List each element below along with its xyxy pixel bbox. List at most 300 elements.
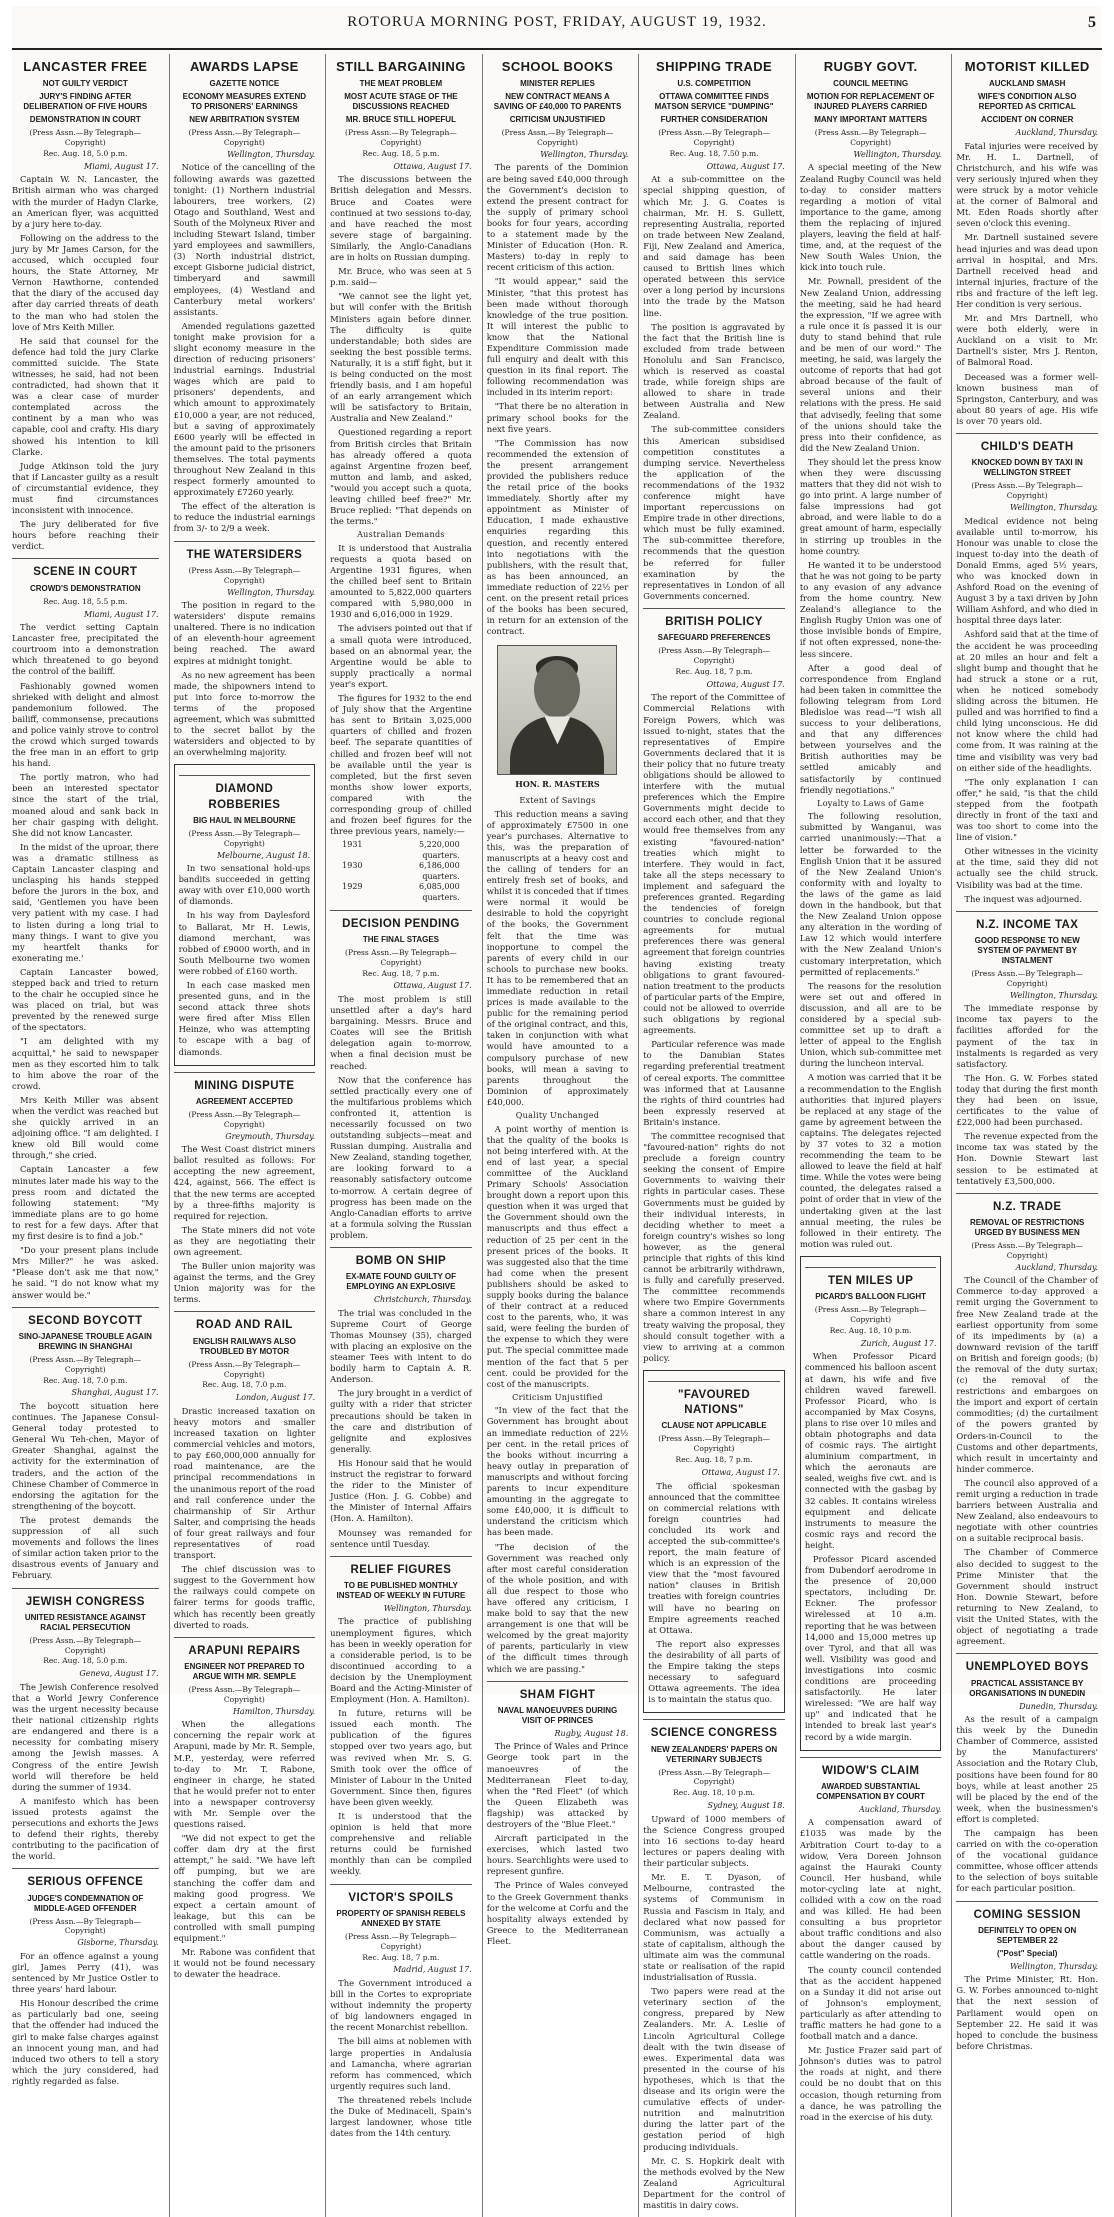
paragraph: Professor Picard ascended from Dubendorf aerodrome in the presence of 20,000 spectators, including Dr. Eckner. The professor wirelessed at 10 a.m. reporting that he was between 14,000 and 15,000 metres up over Tyrol, and that all was well. Visibility was good and investigations into cosmic conditions are proceeding satisfactorily. He later wirelessed: "We are half way up" and indicated that he intended to break last year's record by a wide margin. (804, 1554, 937, 1742)
received-time: Rec. Aug. 18, 7.50 p.m. (669, 148, 759, 158)
paragraph: The position in regard to the watersiders' dispute remains unaltered. There is no indication of an eleventh-hour agreement being reached. The award expires at midnight tonight. (173, 600, 316, 666)
paragraph: In the midst of the uproar, there was a dramatic stillness as Captain Lancaster clasping and unclasping his hands stepped before the jurors in the box, and said, 'Gentlemen you have been very patient with my case. I had to listen during a long trial to many things. I want to give you my heartfelt thanks for exonerating me.' (12, 841, 159, 963)
page-number: 5 (1088, 14, 1096, 31)
article (12, 1868, 159, 2087)
dateline: Miami, August 17. (84, 609, 159, 619)
paragraph: "That there be no alteration in primary school books for the next five years. (486, 401, 629, 434)
article-deck: NAVAL MANOEUVRES DURING VISIT OF PRINCES (497, 1705, 618, 1725)
article (174, 1072, 316, 1306)
article-deck: ACCIDENT ON CORNER (980, 115, 1074, 125)
article (487, 58, 629, 1675)
dateline: Wellington, Thursday. (383, 1603, 472, 1613)
column-4 (482, 54, 633, 2217)
dateline: Greymouth, Thursday. (225, 1131, 316, 1141)
dateline: Miami, August 17. (84, 161, 159, 171)
paragraph: His Honour said that he would instruct the registrar to forward the rider to the Minister of Justice (Hon. J. G. Cobbe) and the Minister of Internal Affairs (Hon. A. Hamilton). (330, 1457, 472, 1524)
dateline: Madrid, August 17. (393, 1965, 472, 1975)
article (643, 1370, 785, 1713)
paragraph: Other witnesses in the vicinity at the time, said they did not actually see the child struck. Visibility was bad at the time. (956, 846, 1098, 890)
dateline: Ottawa, August 17. (393, 981, 472, 991)
portrait-head (534, 660, 580, 718)
subheading: Loyalty to Laws of Game (817, 798, 925, 808)
paragraph: "The only explanation I can offer," he said, "is that the child stepped from the footpath directly in front of the taxi and was too short to come into the line of vision." (956, 776, 1098, 843)
article-deck: THE FINAL STAGES (362, 934, 439, 944)
column-2 (169, 54, 320, 2217)
article-deck: CRITICISM UNJUSTIFIED (509, 115, 606, 125)
paragraph: The following resolution, submitted by Wanganui, was carried unanimously:—That a letter be forwarded to the English Union that it be assured of the New Zealand Union's conformity with and loyalty to the laws of the game as laid down in the handbook, but that the New Zealand Union oppose any alteration in the wording of Law 12 which would interfere with the New Zealand Union's customary interpretation, which permitted of replacements." (799, 811, 942, 977)
dateline: Wellington, Thursday. (853, 149, 942, 159)
dateline: Ottawa, August 17. (706, 161, 785, 171)
column-7 (951, 54, 1102, 2217)
dateline: Zurich, August 17. (860, 1338, 937, 1348)
paragraph: Particular reference was made to the Danubian States regarding preferential treatment of cereal exports. The committee was informed that at Lausanne the rights of third countries had been expressly reserved at Britain's instance. (643, 1039, 785, 1127)
paragraph: Questioned regarding a report from British circles that Britain has already offered a quota against Argentine frozen beef, mutton and lamb, and asked, "would you accept such a quota, leaving chilled beef free?" Mr. Bruce replied: "That depends on the terms." (330, 427, 472, 527)
article (12, 558, 159, 1300)
paragraph: The Jewish Conference resolved that a World Jewry Conference was the urgent necessity because their national citizenship rights are endangered and there is a necessity for combating misery among the Jewish masses. A Congress of the entire Jewish world will therefore be held during the summer of 1934. (12, 1681, 159, 1792)
paragraph: The practice of publishing unemployment figures, which has been in weekly operation for a considerable period, is to be discontinued according to a decision by the Unemployment Board and the Acting-Minister of Employment (Hon. A. Hamilton). (330, 1616, 472, 1705)
paragraph: Mrs Keith Miller was absent when the verdict was reached but she quickly arrived in an adjoining office. "I am delighted. I knew old Bill would come through," she cried. (12, 1094, 159, 1161)
paragraph: The Buller union majority was against the terms, and the Grey Union majority was for the terms. (173, 1261, 316, 1305)
article-deck: AGREEMENT ACCEPTED (195, 1096, 293, 1106)
press-credit: (Press Assn.—By Telegraph—Copyright) (29, 1635, 142, 1655)
paragraph: Notice of the cancelling of the following awards was gazetted tonight: (1) Northern industrial labourers, tree workers, (2) Otago and Southland, West and South of the Molyneux River and including Stewart Island, timber yard employees and sawmillers, (3) North industrial district, except Gisborne judicial district, timberyard and sawmill employees, (4) Westland and Canterbury metal workers' assistants. (173, 162, 316, 317)
article-deck: CLAUSE NOT APPLICABLE (661, 1421, 767, 1431)
press-credit: (Press Assn.—By Telegraph—Copyright) (188, 128, 301, 148)
article-deck: SAFEGUARD PREFERENCES (657, 633, 771, 643)
press-credit: (Press Assn.—By Telegraph—Copyright) (658, 1434, 770, 1454)
paragraph: The position is aggravated by the fact that the British line is excluded from trade between Honolulu and San Francisco, which is reserved as coastal trade, while foreign ships are allowed to share in trade between Australia and New Zealand. (643, 321, 785, 421)
paragraph: At a sub-committee on the special shipping question, of which Mr. J. G. Coates is chairman, Mr. H. S. Gullett, representing Australia, reported on trade between New Zealand, Fiji, New Zealand and America, and said damage has been caused to British lines which operated between this service over a long period by incursions into the trade by the Matson line. (643, 174, 785, 318)
press-credit: (Press Assn.—By Telegraph—Copyright) (345, 1931, 457, 1951)
article-deck: SINO-JAPANESE TROUBLE AGAIN BREWING IN SHANGHAI (18, 1331, 152, 1351)
dateline: Christchurch, Thursday. (373, 1295, 472, 1305)
paragraph: He said that counsel for the defence had told the jury Clarke committed suicide. The State witnesses, he said, had not been contradicted, had shown that it was a clear case of murder contemplated across the continent by a man who was capable, cool and crafty. His diary showed his intention to kill Clarke. (12, 335, 159, 457)
paragraph: Captain Lancaster a few minutes later made his way to the press room and dictated the following statement: "My immediate plans are to go home to rest for a few days. After that my first desire is to find a job." (12, 1164, 159, 1242)
article-deck: REMOVAL OF RESTRICTIONS URGED BY BUSINESS MEN (970, 1217, 1085, 1237)
paragraph: The portly matron, who had been an interested spectator since the start of the trial, moaned aloud and sank back in her chair gasping with delight. She did not know Lancaster. (12, 772, 159, 838)
press-credit: (Press Assn.—By Telegraph—Copyright) (971, 1240, 1084, 1260)
dateline: Wellington, Thursday. (1010, 1961, 1098, 1971)
article (800, 1256, 942, 1751)
article-headline: AWARDS LAPSE (189, 59, 299, 74)
article-deck: MANY IMPORTANT MATTERS (814, 115, 928, 125)
paragraph: When Professor Picard commenced his balloon ascent at dawn, his wife and five children waved farewell. Professor Picard, who is accompanied by Max Cosyns, plans to rise over 10 miles and obtain photographs and data of cosmic rays. The airtight aluminium compartment, in which the aeronauts are sealed, weighs five cwt. and is connected with the gasbag by 32 cables. It contains wireless equipment and delicate instruments to measure the cosmic rays and record the height. (804, 1351, 937, 1550)
paragraph: "The Commission has now recommended the extension of the present arrangement provided the publishers reduce the retail price of the books immediately. Shortly after my appointment as Minister of Education, I made exhaustive enquiries regarding this question, and recently entered into negotiations with the publishers, with the result that, as has been announced, an immediate reduction of 22½ per cent. on the present retail prices of the books has been secured, in return for an extension of the contract. (486, 437, 629, 637)
paragraph: The figures for 1932 to the end of July show that the Argentine has sent to Britain 3,025,000 quarters of chilled and frozen beef. The separate quantities of chilled and frozen beef will not be available until the year is completed, but the first seven months show lower exports, compared with the corresponding group of chilled and frozen beef figures for the three previous years, namely:— (330, 693, 472, 837)
paragraph: The jury deliberated for five hours before reaching their verdict. (12, 519, 159, 552)
article (174, 764, 316, 1065)
paragraph: Aircraft participated in the exercises, which lasted two hours. Searchlights were used to represent gunfire. (486, 1833, 629, 1877)
article (174, 1311, 316, 1630)
article-deck: UNITED RESISTANCE AGAINST RACIAL PERSECUTION (24, 1612, 146, 1632)
paragraph: The reasons for the resolution were set out and offered in discussion, and all are to be considered by a special sub-committee set up to draft a letter of appeal to the English Union, which sub-committee met during the luncheon interval. (799, 980, 942, 1069)
figures-value: 6,085,000 quarters. (418, 882, 460, 902)
received-time: Rec. Aug. 18, 10 p.m. (673, 1788, 755, 1798)
paragraph: Mr. Justice Frazer said part of Johnson's duties was to patrol the roads at night, and there could be no doubt that on this occasion, though returning from a dance, he was patrolling the road in the exercise of his duty. (799, 2045, 942, 2122)
press-credit: (Press Assn.—By Telegraph—Copyright) (188, 565, 301, 585)
article-headline: LANCASTER FREE (23, 59, 148, 74)
paragraph: The Council of the Chamber of Commerce to-day approved a remit urging the Government to free New Zealand trade at the earliest opportunity from some of its impediments by (a) a downward revision of the tariff on British and foreign goods; (b) the removal of the duty surtax; (c) the removal of the restrictions and embargoes on the import and export of certain commodities; (d) the curtailment of the powers granted by Orders-in-Council to the Customs and other departments, which result in uncertainty and hinder commerce. (956, 1275, 1098, 1474)
paragraph: "It would appear," said the Minister, "that this protest has been made without thorough knowledge of the true position. It will interest the public to know that the National Expenditure Commission made full enquiry and dealt with this question in its final report. The following recommendation was included in its interim report: (486, 276, 629, 398)
column-5 (638, 54, 789, 2217)
dateline: Geneva, August 17. (79, 1669, 159, 1679)
article-deck: ECONOMY MEASURES EXTEND TO PRISONERS' EARNINGS (182, 92, 307, 112)
masthead (12, 6, 1102, 50)
press-credit: (Press Assn.—By Telegraph—Copyright) (345, 128, 457, 148)
article (12, 58, 159, 552)
received-time: Rec. Aug. 18, 5 p.m. (362, 148, 440, 158)
article-deck: DEFINITELY TO OPEN ON SEPTEMBER 22 (978, 1925, 1077, 1945)
received-time: Rec. Aug. 18, 7 p.m. (675, 1455, 753, 1465)
subheading: Quality Unchanged (515, 1111, 600, 1121)
paragraph: The bill aims at noblemen with large properties in Andalusia and Lamancha, where agrarian reform has commenced, which urgently requires such land. (330, 2036, 472, 2091)
figures-table (342, 840, 460, 903)
paragraph: As the result of a campaign this week by the Dunedin Chamber of Commerce, assisted by the Manufacturers' Association and the Rotary Club, positions have been found for 80 boys, while at least another 25 will be placed by the end of the week, when the businessmen's effort is completed. (956, 1714, 1098, 1824)
paragraph: The Government introduced a bill in the Cortes to expropriate without indemnity the property of big landowners engaged in the recent Monarchist rebellion. (330, 1977, 472, 2033)
paragraph: The Chamber of Commerce also decided to suggest to the Prime Minister that the Government should instruct Hon. Downie Stewart, before returning to New Zealand, to visit the United States, with the object of negotiating a trade agreement. (956, 1547, 1098, 1647)
paragraph: A manifesto which has been issued protests against the persecutions and exhorts the Jews to defend their rights, thereby contributing to the pacification of the world. (12, 1795, 159, 1862)
received-time: Rec. Aug. 18, 7 p.m. (362, 968, 440, 978)
received-time: Rec. Aug. 18, 5.0 p.m. (43, 148, 128, 158)
article-deck: NEW ZEALANDERS' PAPERS ON VETERINARY SUBJECTS (650, 1744, 778, 1764)
paragraph: The council also approved of a remit urging a reduction in trade barriers between Australia and New Zealand, also endeavours to negotiate with other countries on a suitable reciprocal basis. (956, 1477, 1098, 1544)
dateline: Sydney, August 18. (707, 1801, 785, 1811)
article-headline: SCHOOL BOOKS (501, 59, 614, 74)
article-deck: WIFE'S CONDITION ALSO REPORTED AS CRITICAL (977, 92, 1077, 112)
paragraph: The Hon. G. W. Forbes stated today that during the first month they had been on issue, certificates to the value of £22,000 had been purchased. (956, 1072, 1098, 1128)
press-credit: (Press Assn.—By Telegraph—Copyright) (658, 1767, 770, 1787)
figures-value: 6,186,000 quarters. (418, 861, 460, 881)
paragraph: The State miners did not vote as they are negotiating their own agreement. (173, 1224, 316, 1257)
paragraph: Captain Lancaster bowed, stepped back and tried to return to the chair he occupied since he was placed on trial, but was prevented by the renewed surge of the spectators. (12, 966, 159, 1033)
article-headline: WIDOW'S CLAIM (800, 1757, 942, 1779)
article-deck: NOT GUILTY VERDICT (42, 79, 128, 89)
paragraph: The report also expresses the desirability of all parts of the Empire taking the steps necessary to safeguard Ottawa agreements. The idea is to maintain the status quo. (648, 1638, 780, 1705)
article-deck: NEW ARBITRATION SYSTEM (189, 115, 300, 125)
article-deck: ("Post" Special) (996, 1948, 1058, 1958)
paragraph: A special meeting of the New Zealand Rugby Council was held to-day to consider matters regarding a motion of vital importance to the game, among them the replacing of injured players, leaving the field at half-time, and, at the request of the New South Wales Union, the kick into touch rule. (799, 162, 942, 273)
article-headline: SERIOUS OFFENCE (12, 1868, 159, 1890)
article-headline: SCIENCE CONGRESS (643, 1719, 785, 1741)
article (12, 1307, 159, 1582)
dateline: Wellington, Thursday. (540, 149, 629, 159)
photo-caption: HON. R. MASTERS (515, 779, 600, 790)
article-deck: TO BE PUBLISHED MONTHLY INSTEAD OF WEEKLY IN FUTURE (336, 1580, 466, 1600)
article-deck: PICARD'S BALLOON FLIGHT (815, 1292, 927, 1302)
paragraph: Mr. E. T. Dyason, of Melbourne, contrasted the systems of Communism in Russia and Fascism in Italy, and declared what now passed for Communism, was actually a state of capitalism, although the ultimate aim was the communal state or realisation of the rapid industrialisation of Russia. (643, 1872, 785, 1983)
article-headline: BOMB ON SHIP (330, 1247, 472, 1269)
received-time: Rec. Aug. 18, 5.5 p.m. (43, 596, 128, 606)
article (643, 58, 785, 602)
paragraph: Mr. C. S. Hopkirk dealt with the methods evolved by the New Zealand Agricultural Department for the control of mastitis in dairy cows. (643, 2155, 785, 2210)
newspaper-page (12, 6, 1102, 2210)
article-headline: N.Z. TRADE (956, 1193, 1098, 1215)
paragraph: "In view of the fact that the Government has brought about an immediate reduction of 22½ per cent. in the retail prices of the books without incurring a heavy outlay in preparation of manuscripts and without forcing parents to incur expenditure amounting in the aggregate to some £40,000, it is difficult to understand the criticism which has been made. (486, 1405, 629, 1538)
article-headline: ROAD AND RAIL (174, 1311, 316, 1333)
article-deck: CROWD'S DEMONSTRATION (29, 583, 141, 593)
article (800, 1757, 942, 2123)
article (956, 1193, 1098, 1648)
article (956, 1901, 1098, 2052)
article-headline: MOTORIST KILLED (964, 59, 1090, 74)
article (956, 911, 1098, 1187)
press-credit: (Press Assn.—By Telegraph—Copyright) (188, 1684, 301, 1704)
article-deck: KNOCKED DOWN BY TAXI IN WELLINGTON STREET (971, 458, 1083, 478)
article-headline: SHAM FIGHT (487, 1681, 629, 1703)
paragraph: The sub-committee considers this American subsidised competition constitutes a dumping service. Nevertheless the application of the recommendations of the 1932 conference might have important repercussions on Empire trade in other directions, which must be fully examined. The sub-committee therefore, recommends that the question be referred for fuller examination by the representatives in London of all Governments concerned. (643, 424, 785, 601)
paragraph: After a good deal of correspondence from England had been taken in committee the following telegram from Lord Bledisloe was read—"I wish all success to your deliberations, and that any differences between yourselves and the British authorities may be settled amicably and satisfactorily by continued friendly negotiations." (799, 662, 942, 795)
paragraph: Judge Atkinson told the jury that if Lancaster guilty as a result of circumstantial evidence, they must find circumstances inconsistent with innocence. (12, 460, 159, 516)
dateline: Shanghai, August 17. (71, 1388, 159, 1398)
article-deck: AUCKLAND SMASH (988, 79, 1066, 89)
article-headline: N.Z. INCOME TAX (956, 911, 1098, 933)
paragraph: This reduction means a saving of approximately £7500 in one year's purchases. Alternative to this, was the preparation of manuscripts at a heavy cost and the calling of tenders for an entirely fresh set of books, and whilst it is conceded that if times were normal it would be desirable to hold the copyright of the books, the Government felt that the time was inopportune to compel the parents of every child in our schools to purchase new books. It has to be remembered that an immediate reduction in retail prices is made available to the public for the remaining period of the original contract, and this, taken in conjunction with what would have amounted to a compulsory purchase of new books, will mean a saving to parents throughout the Dominion of approximately £40,000. (486, 808, 629, 1107)
column-6 (795, 54, 946, 2217)
article (643, 608, 785, 1364)
article-deck: ENGINEER NOT PREPARED TO ARGUE WITH MR. SEMPLE (184, 1661, 305, 1681)
press-credit: (Press Assn.—By Telegraph—Copyright) (971, 481, 1084, 501)
paragraph: Upward of 1000 members of the Science Congress grouped into 16 sections to-day heard lectures or papers dealing with their particular subjects. (643, 1813, 785, 1869)
press-credit: (Press Assn.—By Telegraph—Copyright) (501, 128, 614, 148)
column-1 (12, 54, 163, 2217)
article-headline: ARAPUNI REPAIRS (174, 1637, 316, 1659)
paragraph: The report of the Committee of Commercial Relations with Foreign Powers, which was issued to-night, states that the representatives of Empire Governments declared that it is their policy that no future treaty obligations should be allowed to interfere with the mutual preferences which the Empire Governments might decide to accord each other, and that they would free themselves from any existing "favoured-nation" treaties which might to interfere. They would in fact, take all the steps necessary to implement and safeguard the preferences granted. Regarding the tendencies of foreign countries to conclude regional agreements for mutual preferences there was general agreement that foreign countries having existing treaty obligations to grant favoured-nation treatment to the products of particular parts of the Empire, could not be allowed to override such obligations by regional agreements. (643, 692, 785, 1036)
paragraph: The advisers pointed out that if a small quota were introduced, based on an abnormal year, the Argentine would be able to supply practically a normal year's export. (330, 623, 472, 689)
masthead-title: ROTORUA MORNING POST, FRIDAY, AUGUST 19, 1932. (347, 14, 767, 30)
article-headline: SHIPPING TRADE (656, 59, 773, 74)
paragraph: Fashionably gowned women shrieked with delight and almost pandemonium followed. The bailiff, commonsense, precautions and police vainly strove to control the crowd which surged towards the free man in an effort to grip his hand. (12, 680, 159, 769)
paragraph: Mr. and Mrs Dartnell, who were both elderly, were in Auckland on a visit to Mr. Dartnell's sister, Mrs J. Renton, of Balmoral Road. (956, 313, 1098, 368)
article-deck: BIG HAUL IN MELBOURNE (193, 815, 296, 825)
paragraph: In two sensational hold-ups bandits succeeded in getting away with over £10,000 worth of diamonds. (178, 863, 311, 907)
article-deck: MOST ACUTE STAGE OF THE DISCUSSIONS REACHED (344, 92, 458, 112)
figures-year: 1930 (342, 861, 363, 871)
portrait-photo (497, 645, 617, 775)
dateline: London, August 17. (235, 1393, 316, 1403)
dateline: Dunedin, Thursday. (1019, 1701, 1098, 1711)
article-deck: MR. BRUCE STILL HOPEFUL (345, 115, 456, 125)
article-headline: JEWISH CONGRESS (12, 1588, 159, 1610)
paragraph: The campaign has been carried on with the co-operation of the vocational guidance committee, whose officer attends to the selection of boys suitable for each particular position. (956, 1827, 1098, 1894)
paragraph: Mounsey was remanded for sentence until Tuesday. (330, 1527, 472, 1549)
figures-value: 5,220,000 quarters. (418, 840, 460, 860)
article-headline: RUGBY GOVT. (823, 59, 918, 74)
received-time: Rec. Aug. 18, 7.0 p.m. (202, 1380, 287, 1390)
paragraph: The boycott situation here continues. The Japanese Consul-General today protested to General Wu Teh-chen, Mayor of Greater Shanghai, against the activity for the extermination of traders, and the action of the Chinese Chamber of Commerce in endorsing the agitation for the strengthening of the boycott. (12, 1401, 159, 1511)
paragraph: Medical evidence not being available until to-morrow, his Honour was unable to close the inquest to-day into the death of Donald Emms, aged 5½ years, who was knocked down in Ashford Road on the evening of August 3 by a taxi driven by John William Ashford, and who died in hospital three days later. (956, 515, 1098, 626)
article-deck: EX-MATE FOUND GUILTY OF EMPLOYING AN EXPLOSIVE (345, 1272, 457, 1292)
paragraph: Following on the address to the jury by Mr James Carson, for the accused, which occupied four hours, the State Attorney, Mr Vernon Hawthorne, contended that the diary of the accused day after day carried threats of death to the man who had stolen the love of Mrs Keith Miller. (12, 232, 159, 332)
article-headline: STILL BARGAINING (336, 59, 466, 74)
article (330, 58, 472, 904)
dateline: Gisborne, Thursday. (77, 1938, 159, 1948)
article (330, 1247, 472, 1550)
paragraph: The inquest was adjourned. (964, 893, 1083, 904)
article (487, 1681, 629, 1947)
dateline: Wellington, Thursday. (227, 149, 316, 159)
press-credit: (Press Assn.—By Telegraph—Copyright) (29, 128, 142, 148)
paragraph: The protest demands the suppression of all such movements and follows the lines of similar action taken prior to the disastrous events of January and February. (12, 1514, 159, 1581)
article-deck: U.S. COMPETITION (677, 79, 751, 89)
article-headline: DECISION PENDING (330, 910, 472, 932)
article-deck: JUDGE'S CONDEMNATION OF MIDDLE-AGED OFFENDER (27, 1893, 144, 1913)
paragraph: "The decision of the Government was reached only after most careful consideration of the whole position, and with all due respect to those who have offered any criticism, I make bold to say that the new arrangement is one that will be welcomed by the great majority of parents, particularly in view of the difficult times through which we are passing." (486, 1541, 629, 1674)
dateline: Ottawa, August 17. (393, 161, 472, 171)
paragraph: Mr. Rabone was confident that it would not be found necessary to dewater the headrace. (173, 1947, 316, 1980)
figures-year: 1929 (342, 882, 363, 892)
paragraph: The chief discussion was to suggest to the Government how the railways could compete on fairer terms for goods traffic, which has recently been greatly diverted to roads. (173, 1564, 316, 1630)
paragraph: It is understood that Australia requests a quota based on Argentine 1931 figures, when the chilled beef sent to Britain amounted to 5,822,000 quarters compared with 5,980,000 in 1930 and 6,016,000 in 1929. (330, 542, 472, 620)
article-deck: THE MEAT PROBLEM (359, 79, 443, 89)
paragraph: In his way from Daylesford to Ballarat, Mr H. Lewis, diamond merchant, was robbed of £9000 worth, and in South Melbourne two women were robbed of £160 worth. (178, 910, 311, 976)
article (956, 433, 1098, 905)
article-deck: GOOD RESPONSE TO NEW SYSTEM OF PAYMENT BY INSTALMENT (974, 935, 1080, 965)
paragraph: He wanted it to be understood that he was not going to be party to any evasion of any advance from the home country. New Zealand's allegiance to the English Rugby Union was one of those invisible bonds of Empire, if not often expressed, none-the-less sincere. (799, 559, 942, 659)
article-headline: SECOND BOYCOTT (12, 1307, 159, 1329)
received-time: Rec. Aug. 18, 7 p.m. (675, 666, 753, 676)
article-deck: ENGLISH RAILWAYS ALSO TROUBLED BY MOTOR (192, 1336, 296, 1356)
article-deck: PROPERTY OF SPANISH REBELS ANNEXED BY STATE (336, 1908, 466, 1928)
article (330, 1556, 472, 1878)
press-credit: (Press Assn.—By Telegraph—Copyright) (658, 646, 770, 665)
article-deck: COUNCIL MEETING (833, 79, 909, 89)
press-credit: (Press Assn.—By Telegraph—Copyright) (971, 968, 1084, 988)
dateline: Melbourne, August 18. (216, 850, 311, 860)
paragraph: The discussions between the British delegation and Messrs. Bruce and Coates were continued at two sessions to-day, and have reached the most severe stage of bargaining. Similarly, the Anglo-Canadians are in holts on Russian dumping. (330, 174, 472, 263)
article-deck: MINISTER REPLIES (520, 79, 595, 89)
article-deck: OTTAWA COMMITTEE FINDS MATSON SERVICE "DUMPING" (654, 92, 774, 112)
dateline: Wellington, Thursday. (1010, 503, 1098, 512)
paragraph: The county council contended that as the accident happened on a Sunday it did not arise out of Johnson's employment, particularly as after attending to traffic matters he had gone to a football match and a dance. (799, 1964, 942, 2042)
article (800, 58, 942, 1250)
press-credit: (Press Assn.—By Telegraph—Copyright) (345, 947, 457, 967)
paragraph: The West Coast district miners ballot resulted as follows: For accepting the new agreement, 424, against, 566. The effect is that the new terms are accepted by a three-fifths majority is required for rejection. (173, 1144, 316, 1221)
article (330, 910, 472, 1241)
paragraph: The verdict setting Captain Lancaster free, precipitated the courtroom into a demonstration which threatened to go beyond the control of the bailiff. (12, 622, 159, 677)
paragraph: The parents of the Dominion are being saved £40,000 through the Government's decision to extend the present contract for the supply of primary school books for four years, according to a statement made by the Minister of Education (Hon. R. Masters) to-day in reply to recent criticism of this action. (486, 162, 629, 273)
paragraph: Captain W. N. Lancaster, the British airman who was charged with the murder of Hadyn Clarke, an American flyer, was acquitted by a jury here to-day. (12, 174, 159, 229)
article-deck: MOTION FOR REPLACEMENT OF INJURED PLAYERS CARRIED (806, 92, 935, 112)
paragraph: Two papers were read at the veterinary section of the congress, prepared by New Zealanders. Mr. A. Leslie of Lincoln Agricultural College dealt with the twin disease of ewes. Experimental data was presented in the course of his hypotheses, which is that the disease and its origin were the cumulative effects of under-nutrition and malnutrition during the latter part of the gestation period of high producing individuals. (643, 1986, 785, 2152)
column-3 (325, 54, 476, 2217)
dateline: Rugby, August 18. (554, 1728, 629, 1738)
article (956, 1653, 1098, 1894)
paragraph: When the allegations concerning the repair work at Arapuni, made by Mr. R. Semple, M.P., yesterday, were referred to-day to Mr. T. Rabone, engineer in charge, he stated that he would prefer not to enter into a newspaper controversy with Mr. Semple over the questions raised. (173, 1719, 316, 1830)
subheading: Criticism Unjustified (512, 1392, 603, 1402)
press-credit: (Press Assn.—By Telegraph—Copyright) (29, 1354, 142, 1374)
received-time: Rec. Aug. 18, 10 p.m. (829, 1325, 912, 1335)
article-headline: SCENE IN COURT (12, 558, 159, 580)
paragraph: Amended regulations gazetted tonight make provision for a slight economy measure in the direction of reducing prisoners' industrial earnings. Industrial wages which are paid to prisoners' dependents, and which amount to approximately £10,000 a year, are not reduced, but a saving of approximately £600 yearly will be effected in the amount paid to the prisoners themselves. The total payments throughout New Zealand in this respect formerly amounted to approximately £7260 yearly. (173, 320, 316, 498)
received-time: Rec. Aug. 18, 5.0 p.m. (43, 1656, 128, 1666)
article-deck: NEW CONTRACT MEANS A SAVING OF £40,000 TO PARENTS (493, 92, 622, 112)
paragraph: In future, returns will be issued each month. The publication of the figures stopped over two years ago, but was revived when Mr. S. G. Smith took over the office of Minister of Labour in the United Government. Since then, figures have been given weekly. (330, 1708, 472, 1807)
paragraph: "Do your present plans include Mrs Miller?" he was asked. "Please don't ask me that now," he said. "I do not know what my answer would be." (12, 1245, 159, 1300)
article (174, 1637, 316, 1981)
dateline: Ottawa, August 17. (706, 679, 785, 689)
press-credit: (Press Assn.—By Telegraph—Copyright) (814, 1305, 927, 1324)
press-credit: (Press Assn.—By Telegraph—Copyright) (29, 1916, 142, 1936)
article (643, 1719, 785, 2211)
article-headline: BRITISH POLICY (643, 608, 785, 630)
paragraph: In each case masked men presented guns, and in the second attack three shots were fired after Miss Ellen Heinze, who was attempting to escape with a bag of diamonds. (178, 980, 311, 1057)
paragraph: The Prince of Wales and Prince George took part in the manoeuvres of the Mediterranean Fleet to-day, when the "Red Fleet" (of which the Queen Elizabeth was flagship) was attacked by destroyers of the "Blue Fleet." (486, 1741, 629, 1830)
article-deck: PRACTICAL ASSISTANCE BY ORGANISATIONS IN DUNEDIN (969, 1678, 1086, 1698)
paragraph: The Prime Minister, Rt. Hon. G. W. Forbes announced to-night that the next session of Parliament would open on September 22. He said it was hoped to conclude the business before Christmas. (956, 1974, 1098, 2051)
dateline: Auckland, Thursday. (1015, 128, 1098, 138)
paragraph: A motion was carried that it be a recommendation to the English authorities that injured players be replaced at any stage of the game by agreement between the captains. The delegates rejected by 37 votes to 32 a motion recommending the team to be allowed to leave the field at half time. While the votes were being counted, the delegates raised a point of order that in view of the undertaking given at the last annual meeting, the rules be followed in their entirety. The motion was ruled out. (799, 1072, 942, 1249)
press-credit: (Press Assn.—By Telegraph—Copyright) (188, 1359, 301, 1379)
paragraph: "We did not expect to get the coffer dam dry at the first attempt," he said. "We have left off pumping, but we are stanching the coffer dam and making good progress. We expect a certain amount of leakage, but this can be controlled with small pumping equipment." (173, 1833, 316, 1944)
dateline: Wellington, Thursday. (1010, 990, 1098, 1000)
figures-year: 1931 (342, 840, 363, 850)
paragraph: His Honour described the crime as particularly bad one, seeing that the offender had induced the girl to make false charges against an innocent young man, and had induced two others to tell a story which the jury considered, had rightly regarded as false. (12, 1998, 159, 2086)
received-time: Rec. Aug. 18, 7.0 p.m. (43, 1375, 128, 1385)
subheading: Extent of Savings (519, 795, 596, 805)
paragraph: Mr. Bruce, who was seen at 5 p.m. said— (330, 266, 472, 288)
paragraph: The threatened rebels include the Duke of Medinaceli, Spain's largest landowner, whose title dates from the 14th century. (330, 2094, 472, 2139)
dateline: Wellington, Thursday. (227, 587, 316, 597)
article-deck: GAZETTE NOTICE (209, 79, 280, 89)
paragraph: Drastic increased taxation on heavy motors and smaller increased taxation on lighter commercial vehicles and motors, to pay £60,000,000 annually for road maintenance, are the principal recommendations in the unanimous report of the road and rail conference under the chairmanship of Sir Arthur Salter, and comprising the heads of four great railways and four representatives of road transport. (173, 1405, 316, 1561)
article-headline: RELIEF FIGURES (330, 1556, 472, 1578)
article (330, 1884, 472, 2140)
press-credit: (Press Assn.—By Telegraph—Copyright) (188, 1109, 301, 1129)
paragraph: As no new agreement has been made, the shipowners intend to put into force to-morrow the terms of the proposed agreement, which was submitted to the secret ballot by the watersiders and objected to by an overwhelming majority. (173, 669, 316, 758)
paragraph: The committee recognised that "favoured-nation" rights do not preclude a foreign country seeking the consent of Empire Governments to waiving their rights in particular cases. These Governments must be guided by their individual interests, in deciding whether to meet a foreign country's wishes so long however, as the general principle that rights of this kind cannot be arbitrarily withdrawn, is fully and carefully preserved. The committee recommends where two Empire Governments share a common interest in any treaty waiving the proposal, they should consult together with a view to arriving at a common policy. (643, 1130, 785, 1363)
paragraph: The official spokesman announced that the committee on commercial relations with foreign countries had concluded its work and accepted the sub-committee's report, the main feature of which is an expression of the view that the "most favoured nation" clauses in British treaties with foreign countries will have no bearing on Empire agreements reached at Ottawa. (648, 1480, 780, 1635)
paragraph: Mr. Pownall, president of the New Zealand Union, addressing the meeting, said he had heard the expression, "If we agree with a rule once it is passed it is our duty to stand behind that rule and be men of our word." The meeting, he said, was largely the outcome of reports that had got abroad because of the fault of several unions and their relations with the press. He said that advisedly, feeling that some of the unions should take the press into their confidence, as did the New Zealand Union. (799, 276, 942, 453)
subheading: Australian Demands (357, 530, 445, 540)
paragraph: Ashford said that at the time of the accident he was proceeding at 20 miles an hour and felt a slight bump and thought that he had struck a stone or a rut, when he noticed somebody sliding across the bitumen. He pulled and was horrified to find a child lying unconscious. He did not know where the child had come from. It was raining at the time and visibility was very bad on either side of the headlights. (956, 629, 1098, 773)
paragraph: The Prince of Wales conveyed to the Greek Government thanks for the welcome at Corfu and the hospitality always extended by Greece to the Mediterranean Fleet. (486, 1880, 629, 1946)
press-credit: (Press Assn.—By Telegraph—Copyright) (814, 128, 927, 148)
article (174, 58, 316, 535)
column-grid (12, 54, 1102, 2210)
paragraph: Now that the conference has settled practically every one of the multifarious problems which confronted it, attention is necessarily focussed on two outstanding subjects—meat and Russian dumping. Australia and New Zealand, standing together, are looking forward to a reasonably satisfactory outcome to-morrow. A certain degree of progress has been made on the Anglo-Canadian efforts to arrive at a formula solving the Russian problem. (330, 1074, 472, 1240)
paragraph: They should let the press know when they were discussing matters that they did not wish to go into print. A large number of false impressions had got abroad, and were liable to do a great amount of harm, especially in stirring up troubles in the home country. (799, 456, 942, 556)
article (956, 58, 1098, 427)
received-time: Rec. Aug. 18, 7 p.m. (362, 1952, 440, 1962)
press-credit: (Press Assn.—By Telegraph—Copyright) (658, 128, 770, 148)
article-headline: UNEMPLOYED BOYS (956, 1653, 1098, 1675)
paragraph: A point worthy of mention is that the quality of the books is not being interfered with. At the end of last year, a special committee of the Auckland Primary Schools' Association brought down a report upon this question when it was urged that the Government should own the manuscripts and thus effect a reduction of 25 per cent in the present prices of the books. It was suggested also that the time had come when the present publishers should be asked to supply books during the balance of their contract at a reduced cost to the parents, who, it was said, were feeling the burden of the expense to which they were put. The special committee made mention of the fact that 5 per cent. could be provided for the cost of the manuscripts. (486, 1123, 629, 1389)
article-deck: FURTHER CONSIDERATION (660, 115, 768, 125)
dateline: Ottawa, August 17. (701, 1467, 780, 1477)
article-headline: TEN MILES UP (805, 1267, 937, 1289)
paragraph: The effect of the alteration is to reduce the industrial earnings from 3/- to 2/9 a week. (173, 501, 316, 534)
article (174, 541, 316, 759)
dateline: Auckland, Thursday. (1015, 1262, 1098, 1272)
press-credit: (Press Assn.—By Telegraph—Copyright) (188, 828, 301, 848)
dateline: Hamilton, Thursday. (232, 1706, 316, 1716)
article-deck: DEMONSTRATION IN COURT (29, 115, 141, 125)
article-headline: VICTOR'S SPOILS (330, 1884, 472, 1906)
paragraph: A compensation award of £1035 was made by the Arbitration Court to-day to a widow, Vera Doreen Johnson against the Hauraki County Council. Her husband, while motor-cycling late at night, collided with a cow on the road and was killed. He had been consulting a bus proprietor about traffic conditions and also about the danger caused by cattle wandering on the roads. (799, 1817, 942, 1961)
article-headline: THE WATERSIDERS (174, 541, 316, 563)
article-headline: "FAVOURED NATIONS" (648, 1381, 780, 1418)
paragraph: It is understood that the opinion is held that more comprehensive and reliable returns could be furnished monthly than can be compiled weekly. (330, 1811, 472, 1877)
paragraph: The trial was concluded in the Supreme Court of George Thomas Mounsey (35), charged with placing an explosive on the steamer Tees with intent to do bodily harm to Captain A. R. Anderson. (330, 1307, 472, 1385)
dateline: Auckland, Thursday. (859, 1804, 942, 1814)
paragraph: The immediate response by income tax payers to the facilities afforded for the payment of the tax in instalments is regarded as very satisfactory. (956, 1003, 1098, 1069)
paragraph: "I am delighted with my acquittal," he said to newspaper men as they escorted him to talk to him above the roar of the crowd. (12, 1036, 159, 1091)
paragraph: Fatal injuries were received by Mr. H. L. Dartnell, of Christchurch, and his wife was very seriously injured when they were struck by a motor vehicle at the corner of Balmoral and Mt. Eden Roads shortly after seven o'clock this evening. (956, 140, 1098, 229)
article (12, 1588, 159, 1863)
paragraph: Mr. Dartnell sustained severe head injuries and was dead upon arrival in hospital, and Mrs. Dartnell received head and internal injuries, fracture of the ribs and fracture of the left leg. Her condition is very serious. (956, 232, 1098, 310)
article-headline: DIAMOND ROBBERIES (179, 775, 311, 812)
article-headline: CHILD'S DEATH (956, 433, 1098, 455)
